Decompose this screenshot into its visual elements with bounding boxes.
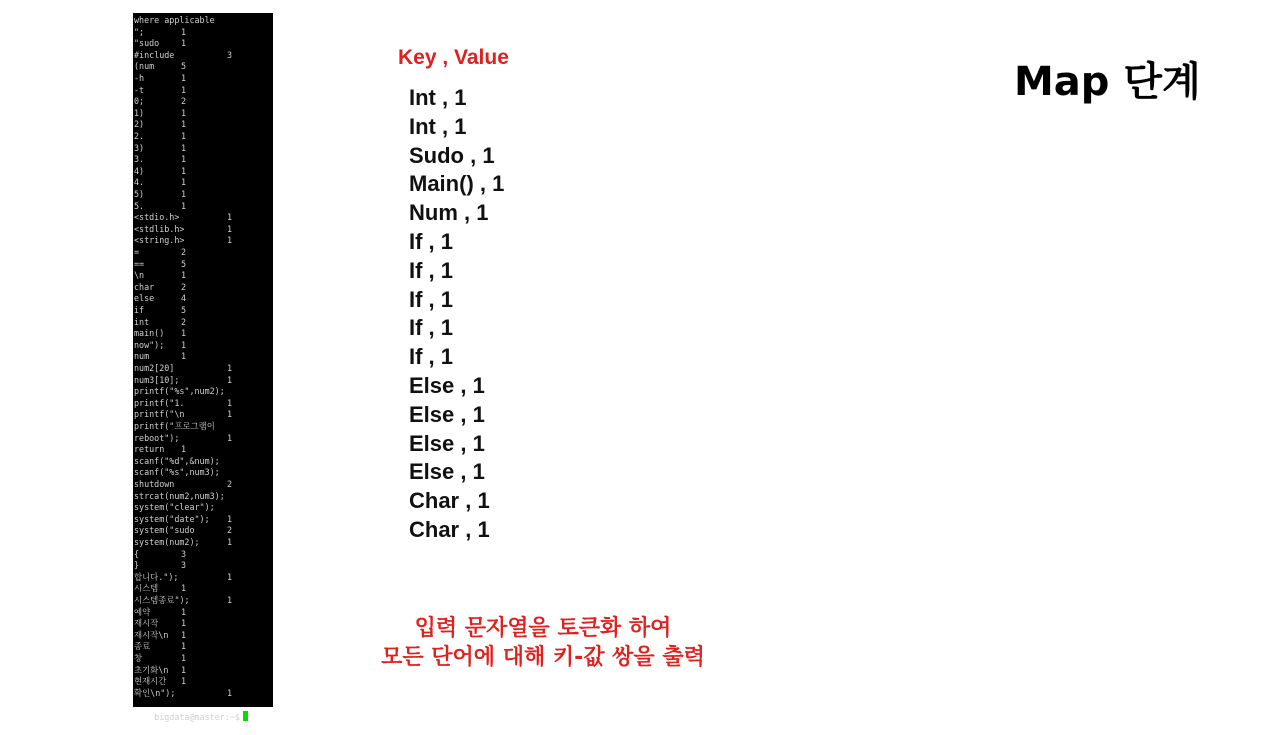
- terminal-count: 1: [181, 270, 187, 281]
- terminal-count: 1: [181, 26, 187, 37]
- key-value-item: If , 1: [409, 257, 454, 283]
- terminal-word: reboot");: [134, 432, 180, 443]
- terminal-count: 1: [227, 223, 233, 234]
- terminal-word: 예약: [134, 606, 151, 617]
- terminal-word: <stdio.h>: [134, 212, 180, 223]
- caption: [330, 614, 756, 672]
- terminal-word: ";: [134, 26, 145, 37]
- terminal-word: system("clear");: [134, 502, 215, 513]
- terminal-count: 5: [181, 61, 187, 72]
- terminal-count: 2: [227, 525, 233, 536]
- terminal-count: 1: [181, 641, 187, 652]
- terminal-count: 1: [227, 212, 233, 223]
- key-value-item: Sudo , 1: [409, 142, 495, 168]
- terminal-word: 2): [134, 119, 145, 130]
- terminal-word: return: [134, 444, 165, 455]
- key-value-item: Else , 1: [409, 401, 485, 427]
- terminal-count: 1: [181, 676, 187, 687]
- terminal-count: 4: [181, 293, 187, 304]
- slide-title: Map 단계: [1014, 59, 1201, 105]
- shell-prompt-line[interactable]: [134, 699, 248, 722]
- terminal-word: 초기화\n: [134, 664, 169, 675]
- terminal-count: 1: [181, 653, 187, 663]
- terminal-word: 5.: [134, 200, 145, 211]
- terminal-count: 5: [181, 305, 187, 315]
- terminal-word: 2.: [134, 131, 145, 141]
- key-value-item: Char , 1: [409, 516, 490, 542]
- terminal-count: 1: [181, 38, 187, 49]
- terminal-word: scanf("%d",&num);: [134, 455, 220, 466]
- terminal-count: 3: [181, 560, 187, 571]
- terminal-count: 1: [181, 200, 187, 211]
- terminal-count: 3: [227, 49, 233, 60]
- key-value-list: [409, 84, 504, 545]
- terminal-count: 3: [181, 548, 187, 559]
- terminal-word: 창: [134, 653, 143, 663]
- key-value-item: Else , 1: [409, 430, 485, 456]
- terminal-word: \n: [134, 270, 145, 281]
- terminal-output: [133, 13, 273, 722]
- key-value-item: If , 1: [409, 315, 454, 341]
- key-value-item: Int , 1: [409, 85, 467, 110]
- key-value-item: Num , 1: [409, 200, 489, 226]
- caption-line-1: 입력 문자열을 토큰화 하여: [414, 616, 672, 641]
- terminal-word: 시스템: [134, 583, 159, 594]
- terminal-word: printf("프로그램이: [134, 421, 215, 431]
- terminal-count: 1: [227, 595, 233, 605]
- terminal-count: 5: [181, 258, 187, 269]
- key-value-item: Main() , 1: [409, 171, 505, 197]
- terminal-word: 4.: [134, 177, 145, 188]
- terminal-count: 1: [181, 664, 187, 675]
- terminal-word: num: [134, 351, 150, 362]
- terminal-count: 1: [181, 84, 187, 95]
- terminal-count: 1: [227, 687, 233, 698]
- terminal-count: 1: [181, 629, 187, 640]
- terminal-word: 재시작\n: [134, 629, 169, 640]
- terminal-count: 1: [181, 142, 187, 153]
- terminal-count: 1: [227, 432, 233, 443]
- terminal-word: -h: [134, 73, 145, 83]
- key-value-item: Char , 1: [409, 488, 490, 514]
- key-value-item: If , 1: [409, 286, 454, 312]
- terminal-word: char: [134, 281, 155, 292]
- terminal-count: 1: [227, 363, 233, 373]
- terminal-word: 4): [134, 165, 145, 176]
- terminal-word: 3.: [134, 154, 145, 165]
- shell-prompt: bigdata@master:~$: [154, 711, 240, 722]
- terminal-count: 2: [181, 247, 187, 257]
- terminal-count: 1: [181, 154, 187, 165]
- terminal-count: 1: [181, 351, 187, 362]
- terminal-count: 1: [181, 328, 187, 339]
- terminal-word: <stdlib.h>: [134, 223, 185, 234]
- terminal-word: system(num2);: [134, 537, 200, 547]
- terminal-word: "sudo: [134, 38, 160, 49]
- terminal-count: 1: [227, 235, 233, 246]
- terminal-word: main(): [134, 328, 165, 339]
- terminal-word: 재시작: [134, 618, 159, 629]
- terminal-count: 1: [181, 618, 187, 629]
- terminal-word: {: [134, 548, 140, 559]
- terminal-word: now");: [134, 339, 165, 350]
- terminal-count: 1: [181, 73, 187, 83]
- terminal-word: #include: [134, 49, 175, 60]
- terminal-word: 1): [134, 107, 145, 118]
- terminal-count: 1: [181, 189, 187, 199]
- terminal-word: printf("1.: [134, 397, 185, 408]
- terminal-word: ==: [134, 258, 145, 269]
- terminal-word: 현재시간: [134, 676, 167, 687]
- terminal-word: 3): [134, 142, 145, 153]
- terminal-word: 5): [134, 189, 145, 199]
- terminal-word: scanf("%s",num3);: [134, 467, 220, 478]
- terminal-word: if: [134, 305, 145, 315]
- key-value-item: Int , 1: [409, 113, 467, 139]
- key-value-item: Else , 1: [409, 372, 485, 398]
- terminal-count: 1: [227, 409, 233, 420]
- terminal-count: 2: [227, 479, 233, 489]
- terminal-word: -t: [134, 84, 145, 95]
- terminal-count: 1: [181, 177, 187, 188]
- terminal-word: num2[20]: [134, 363, 175, 373]
- terminal-word: }: [134, 560, 140, 571]
- terminal-word: num3[10];: [134, 374, 180, 385]
- terminal-word: 시스템종료");: [134, 595, 190, 605]
- terminal-count: 2: [181, 281, 187, 292]
- terminal-count: 1: [181, 107, 187, 118]
- key-value-header: Key , Value: [398, 46, 509, 69]
- terminal-count: 1: [181, 131, 187, 141]
- terminal-word: <string.h>: [134, 235, 185, 246]
- terminal-word: system("date");: [134, 513, 210, 524]
- terminal-word: 0;: [134, 96, 145, 107]
- caption-line-2: 모든 단어에 대해 키-값 쌍을 출력: [381, 645, 705, 670]
- terminal-word: else: [134, 293, 155, 304]
- terminal-word: =: [134, 247, 140, 257]
- terminal-count: 1: [227, 571, 233, 582]
- terminal-word: 확인\n");: [134, 687, 176, 698]
- terminal-word: printf("\n: [134, 409, 185, 420]
- terminal-count: 2: [181, 96, 187, 107]
- terminal-count: 1: [181, 119, 187, 130]
- key-value-item: Else , 1: [409, 459, 485, 485]
- cursor-icon: [243, 711, 248, 721]
- terminal-count: 1: [181, 339, 187, 350]
- terminal-word: strcat(num2,num3);: [134, 490, 225, 501]
- terminal-word: where applicable: [134, 15, 215, 25]
- terminal-word: printf("%s",num2);: [134, 386, 225, 397]
- terminal-word: 합니다.");: [134, 571, 179, 582]
- terminal-count: 1: [227, 397, 233, 408]
- terminal-count: 1: [181, 444, 187, 455]
- terminal-count: 1: [181, 606, 187, 617]
- terminal-word: shutdown: [134, 479, 175, 489]
- terminal-count: 1: [227, 374, 233, 385]
- key-value-item: If , 1: [409, 344, 454, 370]
- terminal-count: 1: [227, 537, 233, 547]
- terminal-word: 종료: [134, 641, 151, 652]
- terminal-count: 2: [181, 316, 187, 327]
- terminal-word: (num: [134, 61, 155, 72]
- terminal-count: 1: [181, 583, 187, 594]
- terminal-count: 1: [227, 513, 233, 524]
- terminal-word: system("sudo: [134, 525, 195, 536]
- terminal-word: int: [134, 316, 150, 327]
- terminal-count: 1: [181, 165, 187, 176]
- key-value-item: If , 1: [409, 228, 454, 254]
